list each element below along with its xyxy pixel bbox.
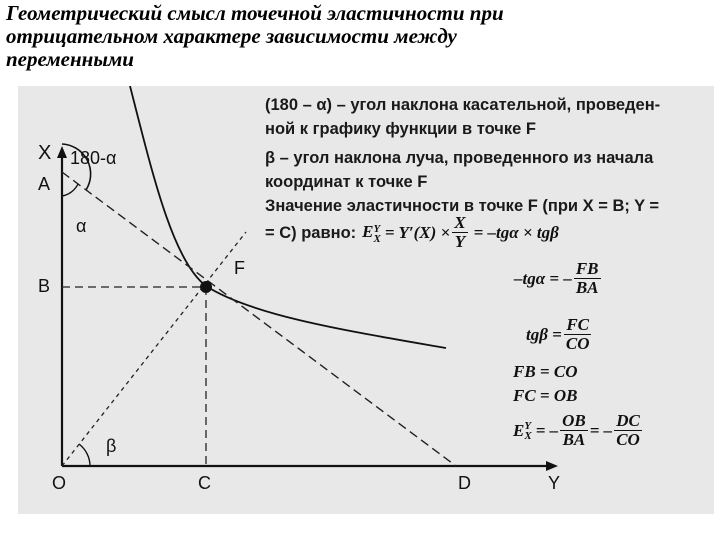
fc-over-co-fraction: $\frac{FC}{CO}$ (565, 315, 590, 353)
horizontal-axis-arrow (546, 461, 558, 471)
equality-fc-ob: FC = OB (513, 386, 578, 405)
annotation-line-1: (180 – α) – угол наклона касательной, проведен- (265, 96, 661, 114)
angle-alpha-arc (62, 184, 78, 196)
tg-beta-formula: tgβ = $\frac{FC}{CO}$ (526, 315, 590, 353)
annotation-line-4: координат к точке F (265, 173, 428, 191)
angle-alpha-label: α (76, 216, 87, 236)
annotation-line-3: β – угол наклона луча, проведенного из начала (265, 149, 654, 167)
vertical-axis-arrow (57, 146, 67, 158)
ob-over-ba-fraction: $\frac{OB}{BA}$ (562, 411, 586, 449)
title-line-2: отрицательном характере зависимости между (6, 24, 457, 48)
point-O-label: O (52, 473, 67, 493)
elasticity-tail: = –tgα × tgβ (473, 222, 559, 242)
angle-180-alpha-label: 180-α (70, 148, 117, 168)
elasticity-formula (265, 214, 559, 251)
annotation-line-5: Значение эластичности в точке F (при X = B; Y = (265, 197, 660, 215)
ray-from-origin (62, 232, 246, 466)
point-A-label: A (38, 174, 51, 194)
point-D-label: D (458, 473, 471, 493)
point-B-label: B (38, 276, 51, 296)
point-F-marker (200, 281, 212, 293)
final-elasticity-formula: E Y X = – $\frac{OB}{BA}$ = – $\frac{DC}{CO}$ (513, 411, 640, 449)
annotation-line-2: ной к графику функции в точке F (265, 120, 536, 138)
x-over-y-fraction: $\frac{X}{Y}$ (454, 213, 466, 251)
annotation-line-6-prefix: = C) равно: (265, 223, 357, 242)
elasticity-symbol: E Y X (362, 222, 381, 245)
slide-title (6, 2, 706, 71)
point-C-label: C (198, 473, 211, 493)
angle-beta-label: β (106, 436, 117, 456)
fb-over-ba-fraction: $\frac{FB}{BA}$ (575, 259, 599, 297)
scanned-figure (18, 86, 714, 514)
title-line-1: Геометрический смысл точечной эластичности при (6, 1, 504, 25)
equality-fb-co: FB = CO (513, 362, 578, 381)
angle-beta-arc (79, 444, 90, 466)
y-axis-label: X (38, 142, 52, 164)
title-line-3: переменными (6, 47, 134, 71)
point-F-label: F (234, 258, 245, 278)
x-axis-label: Y (548, 473, 561, 493)
dc-over-co-fraction: $\frac{DC}{CO}$ (616, 411, 640, 449)
elasticity-derivative: = Y′(X) × (384, 222, 451, 242)
tg-alpha-formula: –tgα = – $\frac{FB}{BA}$ (514, 259, 599, 297)
